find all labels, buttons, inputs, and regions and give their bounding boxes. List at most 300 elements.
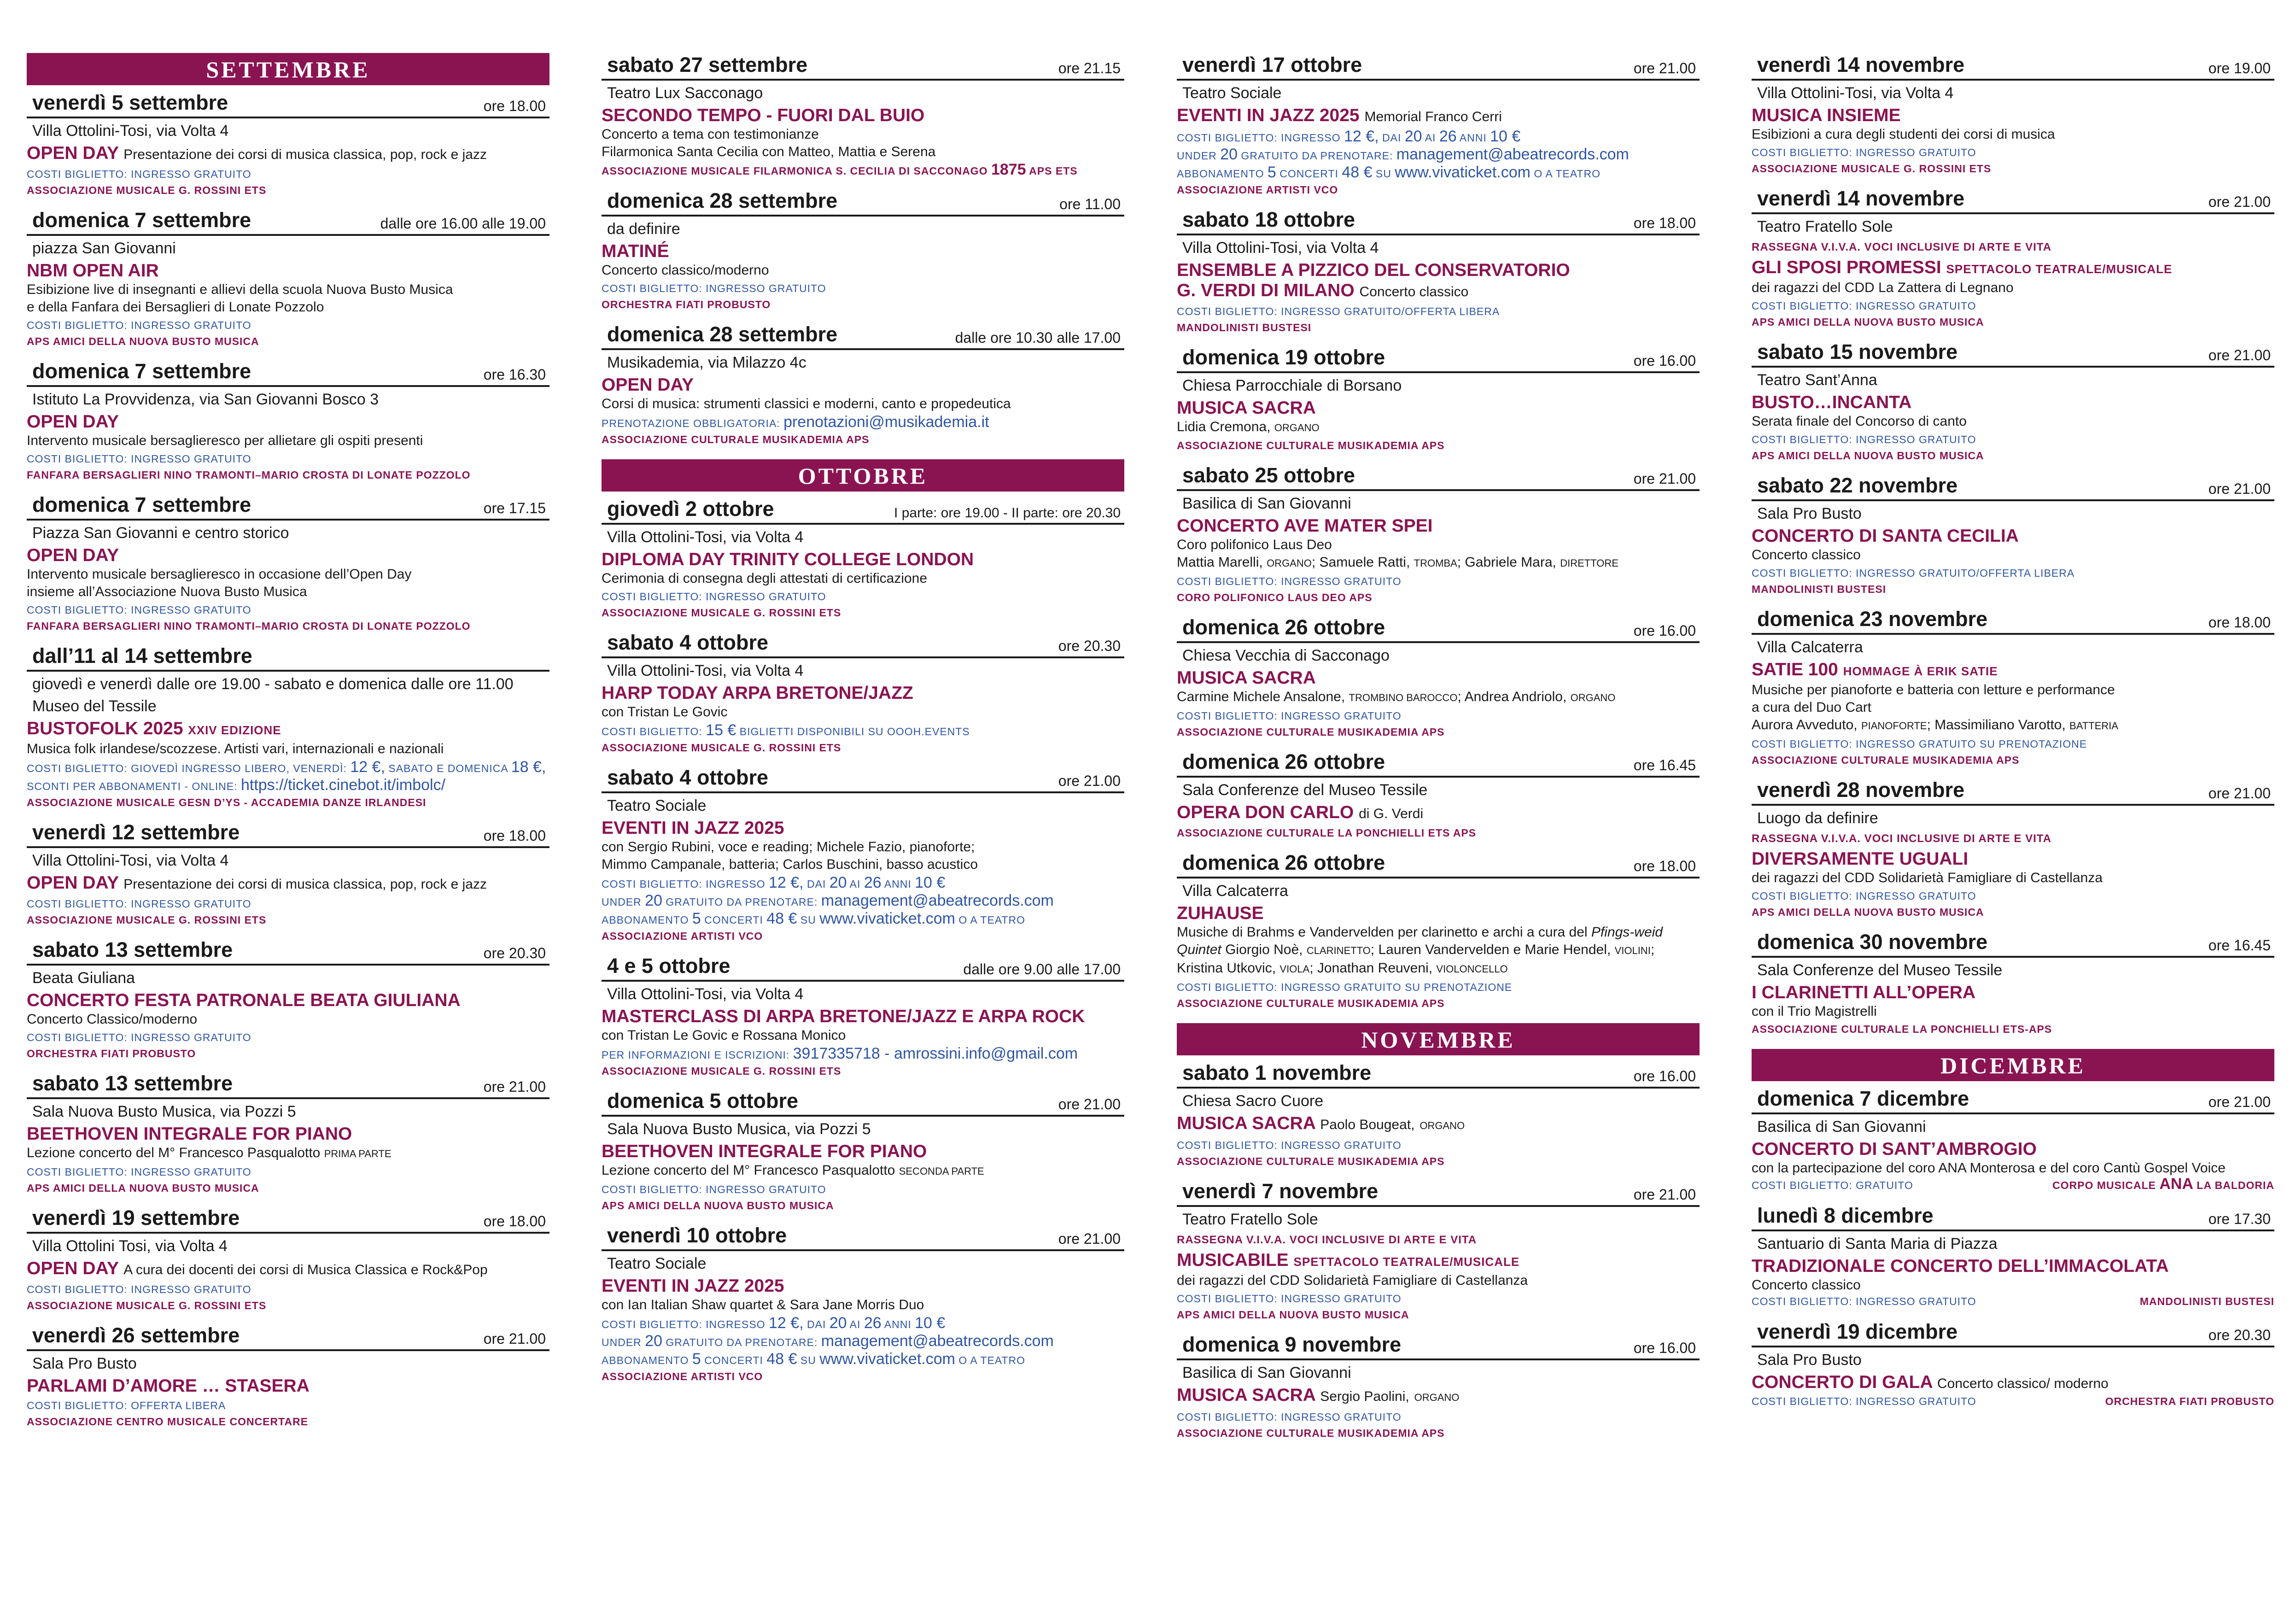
cost3-line: [1177, 165, 1700, 181]
event-item: [1752, 474, 2274, 596]
event-item: [27, 208, 549, 348]
cost-value: 20: [645, 1332, 662, 1350]
organizer-name: ASSOCIAZIONE CULTURALE MUSIKADEMIA APS: [602, 433, 870, 445]
cost-value: 5: [692, 910, 701, 927]
event-description: Esibizione live di insegnanti e allievi della scuola Nuova Busto Musica: [27, 282, 453, 297]
event-description-part: VIOLINI: [1614, 945, 1651, 956]
cost-text: GRATUITO DA PRENOTARE:: [662, 896, 821, 908]
event-item: [1752, 778, 2274, 919]
performer-name: Mattia Marelli,: [1177, 555, 1263, 570]
event-title-desc: Presentazione dei corsi di musica classica, pop, rock e jazz: [123, 147, 487, 162]
event-date: domenica 19 ottobre: [1182, 345, 1385, 369]
cost-line: [27, 603, 549, 617]
event-title-text: MASTERCLASS DI ARPA BRETONE/JAZZ E ARPA ROCK: [602, 1007, 1085, 1026]
cost2-line: [1177, 147, 1700, 163]
event-title-text: OPEN DAY: [27, 1259, 119, 1278]
event-cost-organizer: [1752, 1294, 2274, 1309]
event-item: [602, 53, 1124, 178]
event-title: [602, 105, 1124, 126]
event-item: [1177, 1061, 1700, 1168]
event-date: sabato 15 novembre: [1757, 340, 1958, 363]
event-venue: giovedì e venerdì dalle ore 19.00 - sabato e domenica dalle ore 11.00: [32, 675, 514, 693]
event-title: [1177, 516, 1700, 536]
organizer-name: ORCHESTRA FIATI PROBUSTO: [602, 299, 771, 310]
event-date: domenica 7 dicembre: [1757, 1087, 1969, 1110]
event-time: ore 21.00: [1058, 1230, 1121, 1247]
organizer-name: ASSOCIAZIONE MUSICALE G. ROSSINI ETS: [27, 184, 267, 196]
event-item: [1752, 1204, 2274, 1309]
organizer-name: MANDOLINISTI BUSTESI: [2139, 1295, 2274, 1307]
event-title: [1752, 660, 2274, 681]
event-venue: Luogo da definire: [1757, 809, 1878, 827]
event-description: con la partecipazione del coro ANA Monterosa e del coro Cantù Gospel Voice: [1752, 1160, 2226, 1176]
cost-value: 3917335718 - amrossini.info@gmail.com: [793, 1045, 1078, 1062]
cost-value: 10 €: [1490, 128, 1521, 145]
cost-text: COSTI BIGLIETTO: INGRESSO GRATUITO: [1752, 146, 1976, 158]
cost-line: [602, 1316, 1124, 1332]
cost-line: [1177, 574, 1700, 589]
event-organizer: [27, 183, 549, 197]
event-title-text: OPEN DAY: [27, 545, 119, 565]
organizer-name: ASSOCIAZIONE MUSICALE G. ROSSINI ETS: [27, 914, 267, 926]
event-date: venerdì 5 settembre: [32, 91, 228, 114]
event-organizer: [1752, 449, 2274, 463]
event-title: [27, 1124, 549, 1144]
event-organizer: [602, 433, 1124, 446]
event-organizer: [602, 163, 1124, 178]
cost-value: management@abeatrecords.com: [821, 1332, 1054, 1350]
event-time: ore 16.00: [1633, 352, 1696, 369]
event-title: [1177, 1250, 1700, 1272]
cost-text: COSTI BIGLIETTO: GIOVEDÌ INGRESSO LIBERO, VENERDÌ:: [27, 762, 351, 774]
event-date: domenica 7 settembre: [32, 359, 251, 383]
event-item: [27, 91, 549, 197]
cost-text: COSTI BIGLIETTO: INGRESSO GRATUITO: [1177, 1293, 1402, 1305]
event-item: [602, 497, 1124, 620]
event-venue: Istituto La Provvidenza, via San Giovanni Bosco 3: [32, 391, 379, 408]
event-series: RASSEGNA V.I.V.A. VOCI INCLUSIVE DI ARTE E VITA: [1752, 241, 2052, 253]
cost-value: 26: [864, 1314, 882, 1332]
event-organizer: [27, 1299, 549, 1312]
event-date: venerdì 10 ottobre: [607, 1224, 787, 1247]
event-date: domenica 28 settembre: [607, 322, 838, 346]
event-header: [27, 1206, 549, 1234]
event-description: Musiche per pianoforte e batteria con letture e performance: [1752, 682, 2115, 697]
event-title-text: DIPLOMA DAY TRINITY COLLEGE LONDON: [602, 550, 974, 569]
cost-value: www.vivaticket.com: [819, 910, 955, 927]
organizer-name: ASSOCIAZIONE CULTURALE MUSIKADEMIA APS: [1177, 439, 1445, 451]
organizer-name: ORCHESTRA FIATI PROBUSTO: [2105, 1395, 2274, 1407]
event-description: con Ian Italian Shaw quartet & Sara Jane Morris Duo: [602, 1297, 924, 1312]
event-venue: Chiesa Parrocchiale di Borsano: [1182, 377, 1402, 394]
event-title-text: OPEN DAY: [27, 873, 119, 893]
organizer-name: APS AMICI DELLA NUOVA BUSTO MUSICA: [1752, 450, 1984, 462]
event-title: [1177, 1385, 1700, 1408]
event-header: [1177, 53, 1700, 81]
event-organizer: [1752, 162, 2274, 176]
event-description: Coro polifonico Laus Deo: [1177, 537, 1332, 552]
event-time: ore 21.00: [1633, 60, 1696, 76]
event-title-text: G. VERDI DI MILANO: [1177, 281, 1355, 300]
cost-line: [1752, 299, 2274, 313]
cost-line: [1752, 145, 2274, 160]
cost-value: management@abeatrecords.com: [1396, 146, 1629, 163]
cost-text: COSTI BIGLIETTO: INGRESSO GRATUITO SU PRENOTAZIONE: [1752, 738, 2087, 750]
event-title: [1752, 526, 2274, 546]
event-title: [1752, 258, 2274, 279]
event-time: ore 18.00: [1633, 858, 1696, 874]
event-time: ore 21.00: [2208, 1094, 2271, 1110]
event-organizer: [27, 796, 549, 809]
event-item: [1752, 930, 2274, 1036]
cost-line: [27, 1030, 549, 1045]
cost-value: 18 €,: [511, 758, 546, 776]
cost-value: 5: [692, 1350, 701, 1368]
event-venue: Villa Ottolini-Tosi, via Volta 4: [32, 122, 229, 140]
event-organizer: [1177, 321, 1700, 334]
event-date: domenica 9 novembre: [1182, 1333, 1402, 1356]
cost-text: COSTI BIGLIETTO: INGRESSO GRATUITO: [27, 453, 251, 465]
cost-text: COSTI BIGLIETTO:: [602, 726, 706, 738]
event-title-text: OPEN DAY: [27, 412, 119, 432]
organizer-year: ANA: [2159, 1175, 2194, 1193]
event-description: [1177, 418, 1700, 437]
event-title-text: HARP TODAY ARPA BRETONE/JAZZ: [602, 683, 913, 703]
event-header: [1177, 1061, 1700, 1089]
event-header: [27, 820, 549, 848]
event-organizer: [602, 1199, 1124, 1212]
cost-text: COSTI BIGLIETTO: INGRESSO GRATUITO: [27, 604, 251, 616]
event-item: [27, 820, 549, 927]
event-organizer: [27, 1181, 549, 1195]
cost-text: COSTI BIGLIETTO: INGRESSO GRATUITO: [27, 168, 251, 180]
cost-value: 12 €,: [768, 874, 804, 891]
performer-role: ORGANO: [1267, 557, 1312, 569]
cost-text: COSTI BIGLIETTO: INGRESSO GRATUITO: [1752, 1395, 1976, 1407]
event-venue: Teatro Fratello Sole: [1757, 218, 1893, 235]
event-time: ore 16.45: [1633, 757, 1696, 773]
event-organizer: [602, 606, 1124, 620]
cost-line: [1177, 1410, 1700, 1424]
event-description-text: Lidia Cremona,: [1177, 419, 1271, 434]
event-venue: Sala Conferenze del Museo Tessile: [1757, 961, 2003, 979]
cost-line: [602, 1182, 1124, 1197]
organizer-name: ASSOCIAZIONE CULTURALE MUSIKADEMIA APS: [1177, 1427, 1445, 1439]
event-header: [1752, 474, 2274, 501]
cost-text: COSTI BIGLIETTO: INGRESSO: [602, 878, 769, 890]
organizer-name: CORO POLIFONICO LAUS DEO APS: [1177, 591, 1373, 603]
event-description: [27, 1144, 549, 1163]
organizer-name: ASSOCIAZIONE MUSICALE G. ROSSINI ETS: [602, 607, 841, 619]
event-venue: Basilica di San Giovanni: [1182, 1364, 1351, 1382]
event-header: [1752, 340, 2274, 368]
event-venue: Piazza San Giovanni e centro storico: [32, 524, 289, 542]
event-venue: Teatro Fratello Sole: [1182, 1211, 1318, 1228]
event-date: dall’11 al 14 settembre: [32, 644, 252, 667]
cost-text: O A TEATRO: [955, 1354, 1025, 1366]
cost-value: 15 €: [706, 721, 736, 739]
event-description: Intervento musicale bersaglieresco per allietare gli ospiti presenti: [27, 433, 423, 448]
event-title: [602, 1007, 1124, 1027]
event-date: sabato 22 novembre: [1757, 474, 1958, 497]
organizer-name: ASSOCIAZIONE ARTISTI VCO: [602, 1370, 763, 1382]
cost-text: AI: [847, 1318, 864, 1330]
event-venue: Museo del Tessile: [32, 697, 157, 715]
event-organizer: [1177, 439, 1700, 452]
cost-text: DAI: [1379, 132, 1405, 144]
event-title: [1177, 903, 1700, 924]
event-organizer: [1177, 826, 1700, 840]
event-description: Mimmo Campanale, batteria; Carlos Buschini, basso acustico: [602, 857, 978, 872]
organizer-name: MANDOLINISTI BUSTESI: [1177, 322, 1312, 334]
cost-text: ANNI: [881, 1318, 915, 1330]
event-venue: Villa Ottolini-Tosi, via Volta 4: [607, 662, 804, 679]
event-header: [602, 53, 1124, 81]
event-header: [602, 1089, 1124, 1117]
organizer-name: CORPO MUSICALE: [2052, 1179, 2156, 1191]
event-title-text: PARLAMI D’AMORE … STASERA: [27, 1376, 310, 1396]
cost3-line: [602, 911, 1124, 927]
event-header: [1177, 345, 1700, 373]
event-organizer: [2052, 1177, 2274, 1192]
event-venue: Beata Giuliana: [32, 969, 135, 987]
event-title-text: MUSICA SACRA: [1177, 398, 1316, 418]
performer-name: ; Gabriele Mara,: [1457, 555, 1556, 570]
performer-role: DIRETTORE: [1560, 557, 1618, 569]
event-header: [1177, 615, 1700, 643]
event-title: [27, 143, 549, 165]
cost-value: www.vivaticket.com: [1395, 164, 1531, 181]
event-header: [1752, 607, 2274, 635]
performer-name: Aurora Avveduto,: [1752, 717, 1858, 732]
event-venue: Sala Nuova Busto Musica, via Pozzi 5: [607, 1120, 871, 1138]
event-time: ore 21.00: [1633, 470, 1696, 487]
event-date: venerdì 19 dicembre: [1757, 1320, 1958, 1343]
cost-value: 20: [1404, 128, 1422, 145]
event-header: [1752, 187, 2274, 214]
event-title-text: MATINÉ: [602, 241, 669, 261]
event-organizer: [27, 1415, 549, 1429]
event-time: ore 19.00: [2208, 60, 2271, 76]
event-title: [27, 1376, 549, 1396]
performer-role: TROMBINO BAROCCO: [1349, 692, 1458, 703]
cost-value: 12 €,: [768, 1314, 804, 1332]
event-title-desc: Presentazione dei corsi di musica classica, pop, rock e jazz: [123, 877, 487, 892]
event-date: domenica 30 novembre: [1757, 930, 1988, 954]
event-description: e della Fanfara dei Bersaglieri di Lonate Pozzolo: [27, 299, 324, 315]
cost-text: DAI: [803, 1318, 830, 1330]
event-header: [27, 359, 549, 387]
cost-value: 20: [1220, 146, 1238, 163]
cost-text: COSTI BIGLIETTO: INGRESSO GRATUITO: [27, 898, 251, 910]
event-title-text: MUSICABILE: [1177, 1250, 1289, 1270]
cost-line: [1177, 1291, 1700, 1306]
event-header: [602, 631, 1124, 658]
event-title: [1177, 802, 1700, 824]
event-time: ore 21.00: [2208, 193, 2271, 210]
cost-value: 20: [829, 874, 847, 891]
event-title-text: GLI SPOSI PROMESSI: [1752, 258, 1941, 277]
event-title: [1752, 105, 2274, 126]
event-title-text: CONCERTO FESTA PATRONALE BEATA GIULIANA: [27, 990, 461, 1010]
event-date: sabato 13 settembre: [32, 938, 233, 961]
event-time: ore 11.00: [1059, 196, 1121, 212]
event-time: ore 21.15: [1058, 60, 1121, 76]
event-time: ore 18.00: [483, 98, 546, 114]
event-title-note: XXIV EDIZIONE: [188, 723, 281, 737]
organizer-name: ASSOCIAZIONE ARTISTI VCO: [602, 930, 763, 942]
cost-line: [1177, 129, 1700, 145]
event-organizer: [602, 298, 1124, 311]
cost-text: SCONTI PER ABBONAMENTI - ONLINE:: [27, 780, 241, 792]
event-item: [602, 322, 1124, 446]
event-description: insieme all’Associazione Nuova Busto Musica: [27, 584, 307, 599]
cost-text: UNDER: [1177, 150, 1221, 162]
event-organizer: [1752, 582, 2274, 596]
event-cost-organizer: [1752, 1177, 2274, 1193]
cost-text: COSTI BIGLIETTO: INGRESSO: [1177, 132, 1344, 144]
event-organizer: [602, 1370, 1124, 1383]
organizer-name: ASSOCIAZIONE MUSICALE G. ROSSINI ETS: [602, 1065, 841, 1077]
event-performers: [1177, 554, 1700, 572]
cost-value: 5: [1267, 164, 1276, 181]
event-title-text: CONCERTO DI SANTA CECILIA: [1752, 526, 2019, 546]
event-item: [1752, 1320, 2274, 1409]
cost-line: [602, 281, 1124, 296]
event-time: ore 18.00: [483, 1213, 546, 1230]
event-item: [1177, 208, 1700, 334]
cost-text: CONCERTI: [701, 914, 767, 926]
event-description-part: Pfings-weid Quintet: [1177, 925, 1663, 957]
event-description: con Tristan Le Govic e Rossana Monico: [602, 1028, 846, 1043]
cost-text: COSTI BIGLIETTO: OFFERTA LIBERA: [27, 1399, 226, 1411]
event-header: [1177, 750, 1700, 778]
cost-value: 48 €: [1342, 164, 1373, 181]
cost-text: COSTI BIGLIETTO: GRATUITO: [1752, 1179, 1913, 1191]
event-title-desc: Memorial Franco Cerri: [1364, 109, 1502, 124]
col-4: [1752, 53, 2274, 1420]
cost-text: PER INFORMAZIONI E ISCRIZIONI:: [602, 1049, 793, 1061]
event-title: [602, 683, 1124, 703]
event-date: venerdì 14 novembre: [1757, 53, 1965, 76]
cost-text: COSTI BIGLIETTO: INGRESSO GRATUITO: [1177, 710, 1402, 722]
event-item: [602, 1089, 1124, 1212]
event-title: [27, 545, 549, 566]
cost-text: UNDER: [602, 896, 645, 908]
event-title-text: MUSICA SACRA: [1177, 668, 1316, 688]
event-organizer: [1177, 1426, 1700, 1440]
event-venue: Villa Calcaterra: [1757, 638, 1863, 656]
event-title: [27, 873, 549, 895]
performer-role: PIANOFORTE: [1861, 720, 1927, 732]
cost-text: UNDER: [602, 1336, 645, 1348]
cost-text: COSTI BIGLIETTO: INGRESSO GRATUITO: [27, 1166, 251, 1178]
event-header: [27, 493, 549, 521]
event-item: [1177, 345, 1700, 452]
event-date: lunedì 8 dicembre: [1757, 1204, 1934, 1227]
event-title-desc: Sergio Paolini,: [1320, 1389, 1409, 1404]
cost-value: management@abeatrecords.com: [821, 892, 1054, 909]
cost-value: www.vivaticket.com: [819, 1350, 955, 1368]
event-header: [602, 189, 1124, 217]
cost2-line: [27, 778, 549, 794]
event-item: [27, 359, 549, 482]
event-date: venerdì 14 novembre: [1757, 187, 1965, 210]
event-date: venerdì 26 settembre: [32, 1323, 240, 1347]
event-time: ore 21.00: [483, 1330, 546, 1347]
event-description: Cerimonia di consegna degli attestati di certificazione: [602, 571, 928, 586]
event-item: [27, 938, 549, 1060]
event-series: RASSEGNA V.I.V.A. VOCI INCLUSIVE DI ARTE E VITA: [1752, 832, 2052, 845]
event-title: [602, 550, 1124, 570]
event-header: [27, 208, 549, 236]
event-venue: Villa Ottolini-Tosi, via Volta 4: [607, 985, 804, 1003]
organizer-suffix: APS ETS: [1029, 165, 1078, 177]
event-date: sabato 4 ottobre: [607, 766, 769, 789]
event-organizer: [1177, 996, 1700, 1010]
event-organizer: [1752, 753, 2274, 767]
event-item: [27, 1323, 549, 1429]
organizer-name: APS AMICI DELLA NUOVA BUSTO MUSICA: [27, 335, 259, 347]
event-date: sabato 1 novembre: [1182, 1061, 1372, 1084]
event-header: [1177, 208, 1700, 235]
cost-text: SU: [1372, 168, 1395, 180]
cost-value: 26: [864, 874, 882, 891]
event-title: [1177, 398, 1700, 418]
event-date: domenica 26 ottobre: [1182, 615, 1385, 639]
cost-line: [27, 1165, 549, 1179]
cost-text: COSTI BIGLIETTO: INGRESSO GRATUITO: [602, 1183, 826, 1195]
cost-line: [1177, 304, 1700, 319]
event-header: [1752, 778, 2274, 806]
organizer-name: ASSOCIAZIONE MUSICALE G. ROSSINI ETS: [27, 1300, 267, 1312]
event-title-note: SPETTACOLO TEATRALE/MUSICALE: [1946, 262, 2173, 276]
event-cost-organizer: [1752, 1394, 2274, 1409]
organizer-name: MANDOLINISTI BUSTESI: [1752, 583, 1887, 595]
event-organizer: [1177, 1154, 1700, 1168]
event-header: [1177, 1333, 1700, 1360]
event-time: ore 16.30: [483, 366, 546, 383]
event-description: con il Trio Magistrelli: [1752, 1004, 1877, 1019]
event-date: venerdì 19 settembre: [32, 1206, 240, 1230]
cost-value: 20: [829, 1314, 847, 1332]
cost-text: ABBONAMENTO: [602, 914, 692, 926]
event-item: [602, 631, 1124, 755]
event-title-role: ORGANO: [1414, 1392, 1460, 1403]
event-venue: Sala Pro Busto: [1757, 505, 1862, 522]
event-title-desc: di G. Verdi: [1359, 806, 1424, 821]
cost-line: [1752, 1178, 1913, 1193]
organizer-suffix: LA BALDORIA: [2197, 1179, 2274, 1191]
event-description-text: Lezione concerto del M° Francesco Pasqualotto: [27, 1145, 321, 1160]
organizer-name: ASSOCIAZIONE CENTRO MUSICALE CONCERTARE: [27, 1416, 309, 1428]
cost2-line: [602, 1334, 1124, 1350]
event-title-text: SATIE 100: [1752, 660, 1838, 679]
performer-role: TROMBA: [1414, 557, 1457, 569]
event-header: [602, 766, 1124, 793]
performer-name: ; Massimiliano Varotto,: [1927, 717, 2066, 732]
event-item: [27, 1071, 549, 1195]
performer-role: BATTERIA: [2069, 720, 2119, 732]
cost-text: COSTI BIGLIETTO: INGRESSO GRATUITO: [1752, 1295, 1976, 1307]
event-performers: [1177, 688, 1700, 707]
event-header: [27, 1071, 549, 1099]
event-date: sabato 13 settembre: [32, 1071, 233, 1095]
event-title-note: SPETTACOLO TEATRALE/MUSICALE: [1293, 1255, 1520, 1269]
event-title-text: CONCERTO DI SANT’AMBROGIO: [1752, 1139, 2037, 1159]
cost-text: SU: [797, 914, 820, 926]
organizer-name: ASSOCIAZIONE MUSICALE G. ROSSINI ETS: [602, 742, 841, 754]
